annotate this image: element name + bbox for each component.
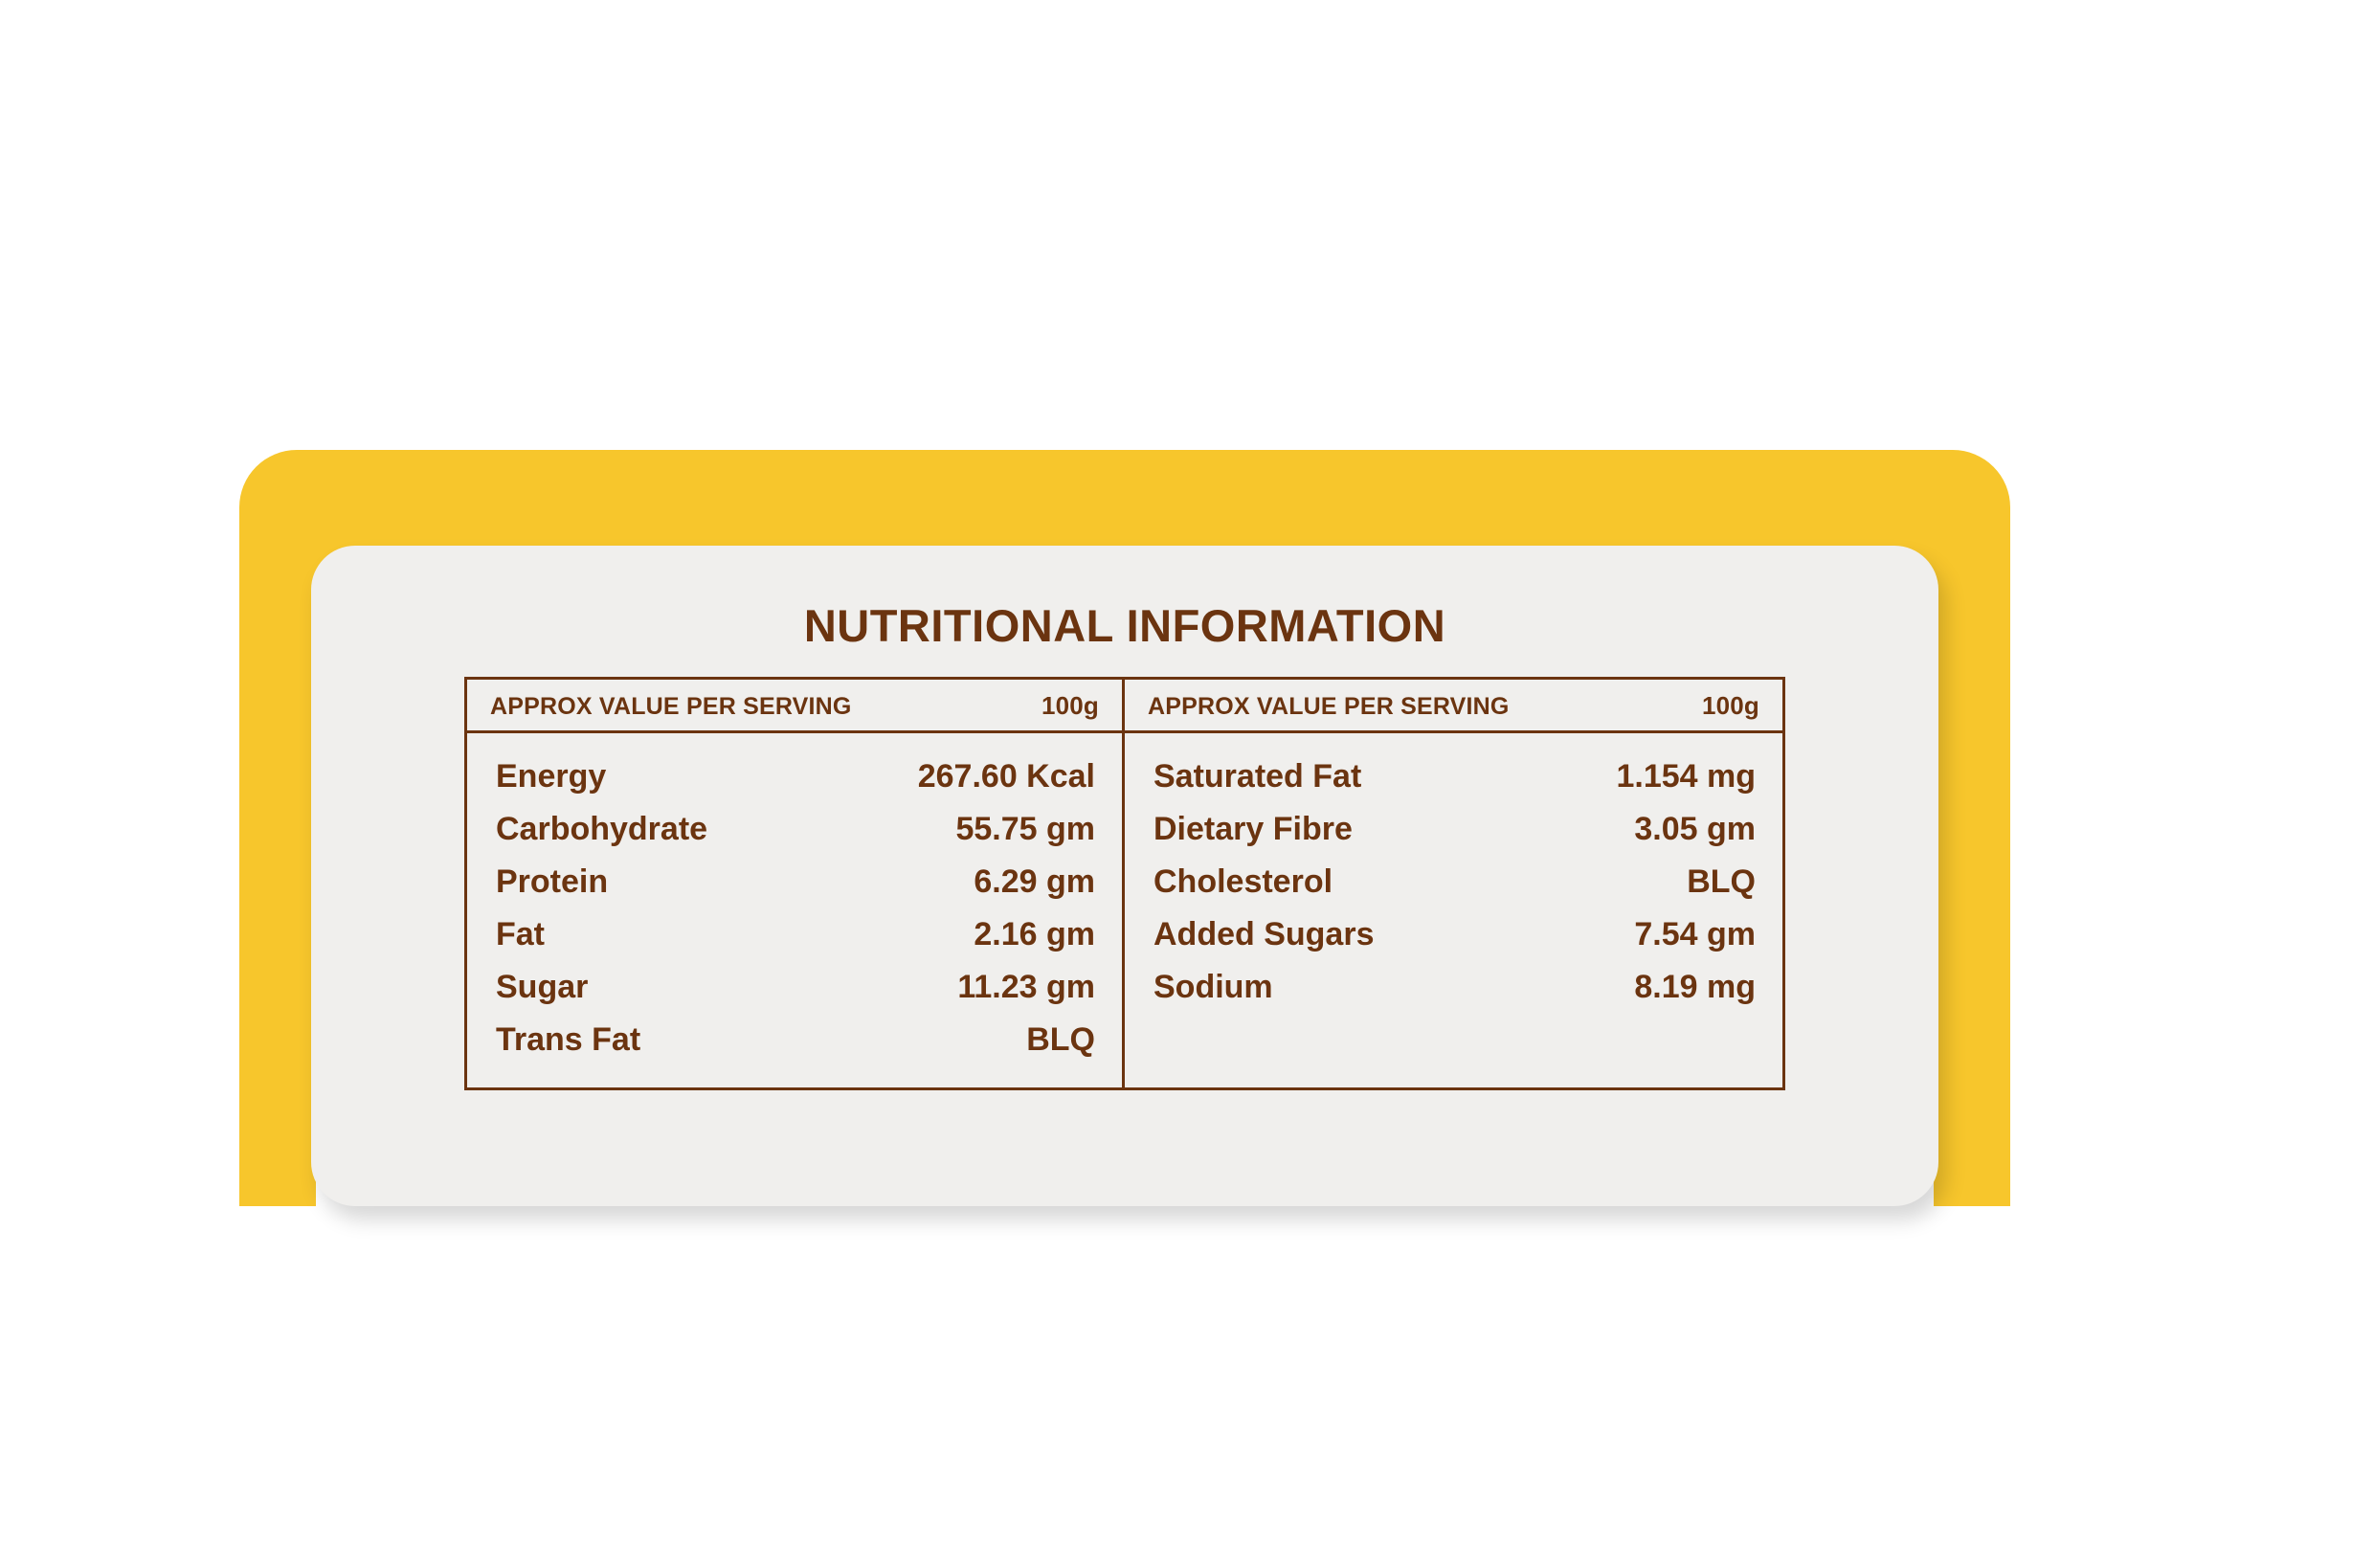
label-card — [311, 546, 1938, 1206]
nutrient-value: 8.19 mg — [1634, 969, 1756, 1005]
nutrient-value: BLQ — [1687, 863, 1756, 900]
column-header-label-right: APPROX VALUE PER SERVING — [1148, 693, 1510, 720]
nutrient-name: Saturated Fat — [1153, 758, 1362, 795]
nutrient-name: Dietary Fibre — [1153, 811, 1353, 847]
column-body-right — [1125, 733, 1782, 1087]
nutrient-name: Protein — [496, 863, 609, 900]
nutrient-name: Energy — [496, 758, 607, 795]
nutrient-name: Fat — [496, 916, 545, 952]
table-row — [490, 908, 1099, 961]
nutrition-column-left — [467, 680, 1125, 1087]
column-body-left — [467, 733, 1122, 1087]
table-row — [1148, 961, 1759, 1014]
nutrient-name: Sugar — [496, 969, 589, 1005]
table-row — [1148, 750, 1759, 803]
nutrient-value: 55.75 gm — [955, 811, 1095, 847]
nutrient-value: 3.05 gm — [1634, 811, 1756, 847]
table-row — [490, 961, 1099, 1014]
nutrition-column-right — [1125, 680, 1782, 1087]
table-row — [1148, 856, 1759, 908]
table-row — [1148, 803, 1759, 856]
page-title: NUTRITIONAL INFORMATION — [803, 600, 1446, 651]
nutrient-value: BLQ — [1026, 1021, 1095, 1058]
column-serving-size-right: 100g — [1701, 691, 1759, 720]
nutrient-value: 1.154 mg — [1616, 758, 1756, 795]
column-header-right — [1125, 680, 1782, 733]
column-serving-size-left: 100g — [1041, 691, 1099, 720]
nutrition-label — [239, 450, 2154, 1311]
label-card-inner — [311, 546, 1938, 1206]
nutrient-name: Trans Fat — [496, 1021, 641, 1058]
column-header-left — [467, 680, 1122, 733]
nutrient-name: Sodium — [1153, 969, 1273, 1005]
table-row — [1148, 908, 1759, 961]
table-row — [490, 803, 1099, 856]
nutrient-value: 267.60 Kcal — [917, 758, 1095, 795]
table-row — [490, 750, 1099, 803]
nutrient-value: 2.16 gm — [974, 916, 1095, 952]
nutrient-name: Carbohydrate — [496, 811, 708, 847]
table-row — [490, 1014, 1099, 1066]
nutrient-value: 6.29 gm — [974, 863, 1095, 900]
nutrient-name: Added Sugars — [1153, 916, 1375, 952]
nutrient-name: Cholesterol — [1153, 863, 1333, 900]
nutrient-value: 11.23 gm — [957, 969, 1095, 1005]
nutrient-value: 7.54 gm — [1634, 916, 1756, 952]
column-header-label-left: APPROX VALUE PER SERVING — [490, 693, 852, 720]
table-row — [490, 856, 1099, 908]
nutrition-table — [464, 677, 1785, 1090]
